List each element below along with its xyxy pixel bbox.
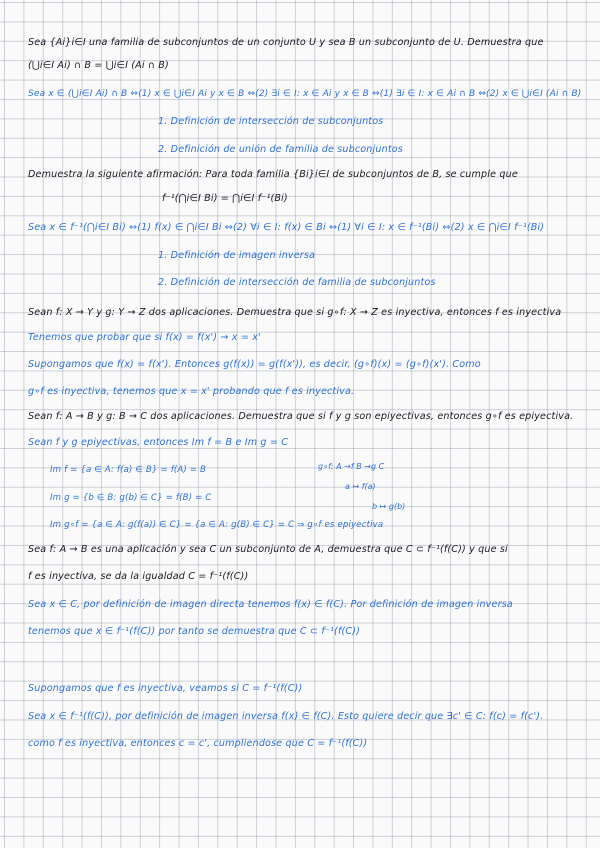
proof-3-line-1: Tenemos que probar que si f(x) = f(x') → x = x'	[28, 332, 261, 343]
composition-diagram-row-1: g∘f: A →f B →g C	[318, 462, 385, 471]
proof-1-note-2: 2. Definición de unión de familia de subconjuntos	[158, 144, 403, 155]
proof-1-note-1: 1. Definición de intersección de subconjuntos	[158, 116, 384, 127]
composition-diagram-row-3: b ↦ g(b)	[372, 502, 406, 511]
proof-5-line-3: Supongamos que f es inyectiva, veamos si C = f⁻¹(f(C))	[28, 683, 303, 694]
problem-5-statement-cont: f es inyectiva, se da la igualdad C = f⁻¹(f(C))	[28, 571, 249, 582]
problem-2-formula: f⁻¹(⋂i∈I Bi) = ⋂i∈I f⁻¹(Bi)	[162, 193, 288, 204]
proof-2-note-2: 2. Definición de intersección de familia de subconjuntos	[158, 277, 436, 288]
problem-3-statement: Sean f: X → Y y g: Y → Z dos aplicaciones. Demuestra que si g∘f: X → Z es inyectiva, entonces f es inyectiva	[28, 307, 562, 318]
problem-2-statement: Demuestra la siguiente afirmación: Para toda familia {Bi}i∈I de subconjuntos de B, se cumple que	[28, 169, 518, 180]
proof-4-image-f: Im f = {a ∈ A: f(a) ∈ B} = f(A) = B	[50, 465, 207, 475]
proof-4-line-1: Sean f y g epiyectivas, entonces Im f = B e Im g = C	[28, 437, 289, 448]
proof-2-chain: Sea x ∈ f⁻¹(⋂i∈I Bi) ⇔(1) f(x) ∈ ⋂i∈I Bi ⇔(2) ∀i ∈ I: f(x) ∈ Bi ⇔(1) ∀i ∈ I: x ∈ f⁻¹(Bi) ⇔(2) x ∈ ⋂i∈I f⁻¹(Bi)	[28, 222, 545, 233]
problem-4-statement: Sean f: A → B y g: B → C dos aplicaciones. Demuestra que si f y g son epiyectivas, entonces g∘f es epiyectiva.	[28, 411, 574, 422]
problem-1-formula: (⋃i∈I Ai) ∩ B = ⋃i∈I (Ai ∩ B)	[28, 60, 169, 71]
proof-4-image-g: Im g = {b ∈ B: g(b) ∈ C} = f(B) = C	[50, 493, 212, 503]
proof-2-note-1: 1. Definición de imagen inversa	[158, 250, 316, 261]
proof-1-chain: Sea x ∈ (⋃i∈I Ai) ∩ B ⇔(1) x ∈ ⋃i∈I Ai y x ∈ B ⇔(2) ∃i ∈ I: x ∈ Ai y x ∈ B ⇔(1) ∃i ∈ I: x ∈ Ai ∩ B ⇔(2) x ∈ ⋃i∈I (Ai ∩ B)	[28, 89, 582, 99]
proof-5-line-2: tenemos que x ∈ f⁻¹(f(C)) por tanto se demuestra que C ⊂ f⁻¹(f(C))	[28, 626, 361, 637]
proof-5-line-4: Sea x ∈ f⁻¹(f(C)), por definición de imagen inversa f(x) ∈ f(C). Esto quiere decir que ∃c' ∈ C: f(c) = f(c').	[28, 711, 544, 722]
proof-4-image-gf: Im g∘f = {a ∈ A: g(f(a)) ∈ C} = {a ∈ A: g(B) ∈ C} = C ⇒ g∘f es epiyectiva	[50, 520, 384, 530]
problem-1-statement: Sea {Ai}i∈I una familia de subconjuntos de un conjunto U y sea B un subconjunto de U. Demuestra que	[28, 37, 544, 48]
proof-3-line-3: g∘f es inyectiva, tenemos que x = x' probando que f es inyectiva.	[28, 386, 355, 397]
problem-5-statement: Sea f: A → B es una aplicación y sea C un subconjunto de A, demuestra que C ⊂ f⁻¹(f(C)) y que si	[28, 544, 508, 555]
proof-3-line-2: Supongamos que f(x) = f(x'). Entonces g(f(x)) = g(f(x')), es decir, (g∘f)(x) = (g∘f)(x'). Como	[28, 359, 481, 370]
proof-5-line-5: como f es inyectiva, entonces c = c', cumpliendose que C = f⁻¹(f(C))	[28, 738, 368, 749]
proof-5-line-1: Sea x ∈ C, por definición de imagen directa tenemos f(x) ∈ f(C). Por definición de imagen inversa	[28, 599, 513, 610]
composition-diagram-row-2: a ↦ f(a)	[345, 482, 376, 491]
